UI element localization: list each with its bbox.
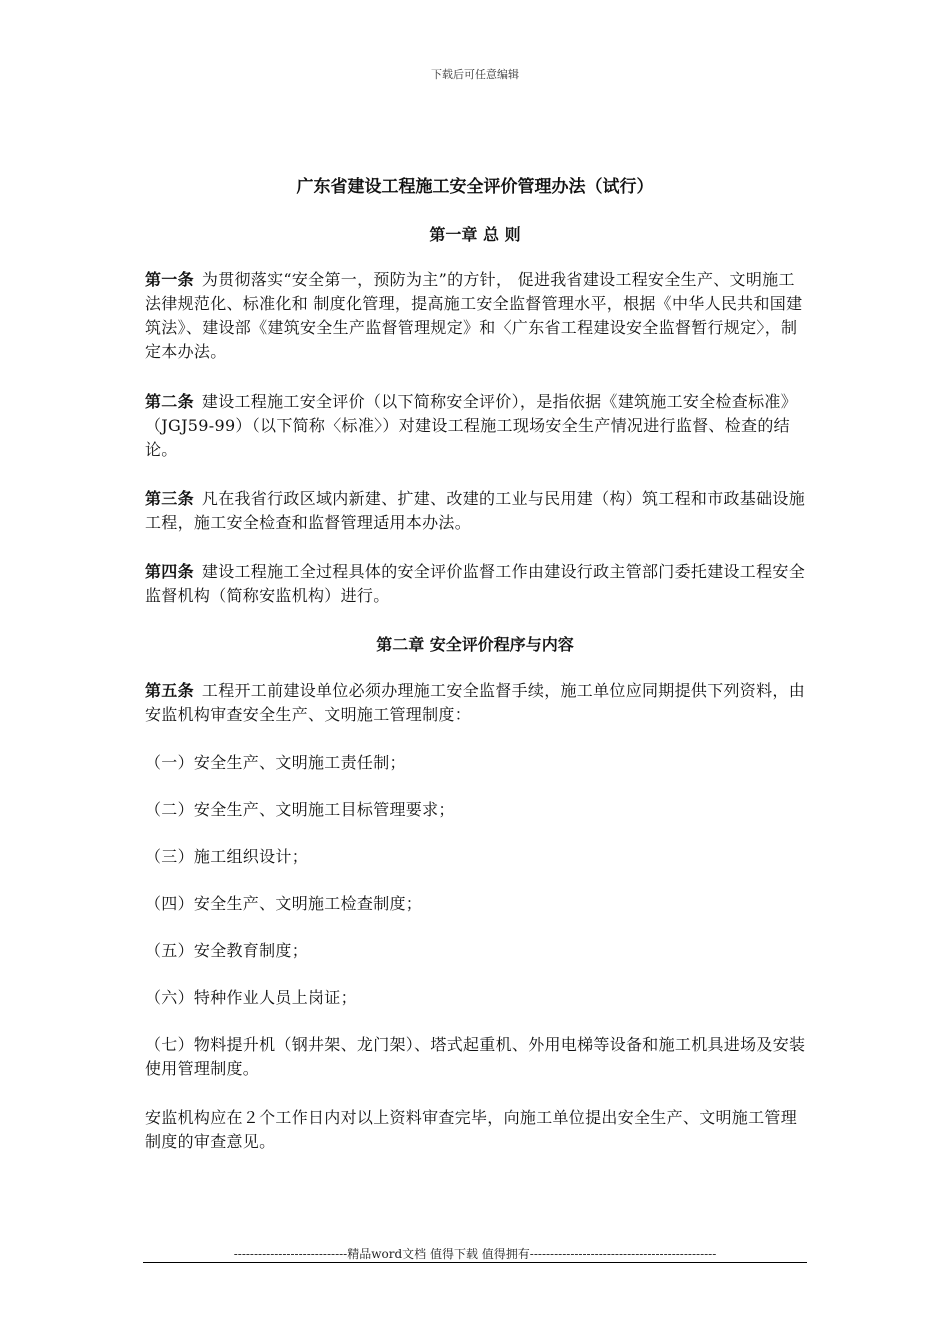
list-item: （七）物料提升机（钢井架、龙门架）、塔式起重机、外用电梯等设备和施工机具进场及安装使用管理制度。 [145,1035,806,1078]
article-3 [145,487,810,535]
document-title: 广东省建设工程施工安全评价管理办法（试行） [296,177,654,197]
header-note: 下载后可任意编辑 [431,68,519,81]
article-label: 第四条 [145,562,194,581]
article-label: 第二条 [145,392,194,411]
list-item: （二）安全生产、文明施工目标管理要求； [145,800,455,819]
article-1 [145,268,810,364]
article-text: 凡在我省行政区域内新建、扩建、改建的工业与民用建（构）筑工程和市政基础设施工程，施工安全检查和监督管理适用本办法。 [145,489,806,532]
list-item: （五）安全教育制度； [145,941,309,960]
article-text: 工程开工前建设单位必须办理施工安全监督手续，施工单位应同期提供下列资料，由安监机构审查安全生产、文明施工管理制度： [145,681,806,724]
article-label: 第三条 [145,489,194,508]
article-2 [145,390,810,462]
list-item: （三）施工组织设计； [145,847,309,866]
list-item: （六）特种作业人员上岗证； [145,988,357,1007]
article-text: 为贯彻落实“安全第一，预防为主”的方针， 促进我省建设工程安全生产、文明施工法律规范化、标准化和 制度化管理，提高施工安全监督管理水平，根据《中华人民共和国建筑法》、建设部《建筑安全生产监督管理规定》和〈广东省工程建设安全监督暂行规定〉，制定本办法。 [145,270,803,361]
article-label: 第五条 [145,681,194,700]
article-4 [145,560,810,608]
article-text: 建设工程施工安全评价（以下简称安全评价），是指依据《建筑施工安全检查标准》（JGJ59-99）（以下简称〈标准〉）对建设工程施工现场安全生产情况进行监督、检查的结论。 [145,392,798,459]
list-item: （一）安全生产、文明施工责任制； [145,753,406,772]
article-text: 建设工程施工全过程具体的安全评价监督工作由建设行政主管部门委托建设工程安全监督机构（简称安监机构）进行。 [145,562,806,605]
article-5 [145,679,810,727]
chapter-heading-2: 第二章 安全评价程序与内容 [376,635,574,654]
footer-text: ----------------------------精品word文档 值得下载 值得拥有---------------------------------------------- [233,1247,717,1261]
list-item: （四）安全生产、文明施工检查制度； [145,894,423,913]
chapter-heading-1: 第一章 总 则 [429,225,521,244]
article-label: 第一条 [145,270,194,289]
closing-paragraph: 安监机构应在２个工作日内对以上资料审查完毕，向施工单位提出安全生产、文明施工管理制度的审查意见。 [145,1108,798,1151]
footer-divider [143,1262,807,1263]
